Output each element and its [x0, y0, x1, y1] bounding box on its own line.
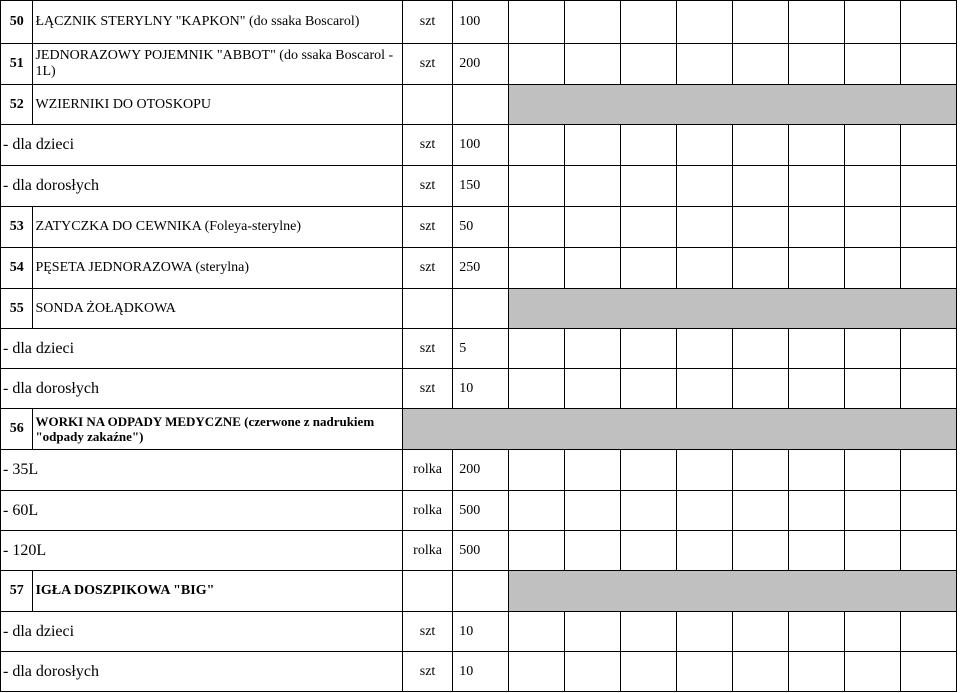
empty-cell — [900, 166, 956, 207]
item-unit: szt — [402, 44, 452, 85]
item-name: WORKI NA ODPADY MEDYCZNE (czerwone z nadrukiem "odpady zakaźne") — [33, 409, 402, 450]
empty-cell — [565, 207, 621, 248]
item-quantity: 5 — [453, 329, 509, 369]
empty-cell — [789, 44, 845, 85]
empty-cell — [509, 125, 565, 166]
empty-cell — [845, 44, 901, 85]
empty-cell — [789, 207, 845, 248]
item-unit: rolka — [402, 450, 452, 491]
empty-cell — [900, 369, 956, 409]
empty-cell — [677, 450, 733, 491]
empty-cell — [789, 248, 845, 289]
empty-cell — [733, 531, 789, 571]
empty-cell — [845, 652, 901, 692]
empty-cell — [900, 329, 956, 369]
empty-cell — [845, 207, 901, 248]
empty-cell — [453, 571, 509, 612]
empty-cell — [845, 125, 901, 166]
empty-cell — [733, 369, 789, 409]
empty-cell — [509, 652, 565, 692]
item-unit: szt — [402, 1, 452, 44]
item-quantity: 100 — [453, 125, 509, 166]
empty-cell — [789, 612, 845, 652]
table-row — [1, 44, 957, 85]
item-quantity: 100 — [453, 1, 509, 44]
empty-cell — [789, 450, 845, 491]
empty-cell — [677, 491, 733, 531]
item-quantity: 10 — [453, 369, 509, 409]
empty-cell — [621, 369, 677, 409]
empty-cell — [509, 450, 565, 491]
item-unit: szt — [402, 207, 452, 248]
empty-cell — [509, 612, 565, 652]
empty-cell — [509, 491, 565, 531]
empty-cell — [621, 329, 677, 369]
item-quantity: 50 — [453, 207, 509, 248]
item-name: ZATYCZKA DO CEWNIKA (Foleya-sterylne) — [33, 207, 402, 248]
empty-cell — [621, 652, 677, 692]
empty-cell — [621, 450, 677, 491]
item-name: JEDNORAZOWY POJEMNIK "ABBOT" (do ssaka Boscarol - 1L) — [33, 44, 402, 85]
item-name: PĘSETA JEDNORAZOWA (sterylna) — [33, 248, 402, 289]
item-unit: szt — [402, 248, 452, 289]
empty-cell — [789, 125, 845, 166]
empty-cell — [565, 491, 621, 531]
empty-cell — [789, 652, 845, 692]
empty-cell — [677, 207, 733, 248]
table-row — [1, 369, 957, 409]
item-name: SONDA ŻOŁĄDKOWA — [33, 289, 402, 329]
gray-fill — [509, 571, 957, 612]
empty-cell — [509, 207, 565, 248]
table-row — [1, 125, 957, 166]
table-row — [1, 207, 957, 248]
item-quantity: 250 — [453, 248, 509, 289]
empty-cell — [789, 369, 845, 409]
sub-item: - 60L — [1, 491, 403, 531]
empty-cell — [621, 248, 677, 289]
table-row — [1, 571, 957, 612]
sub-item: - 120L — [1, 531, 403, 571]
empty-cell — [453, 85, 509, 125]
empty-cell — [565, 369, 621, 409]
row-number: 52 — [1, 85, 33, 125]
empty-cell — [509, 166, 565, 207]
table-row — [1, 248, 957, 289]
empty-cell — [402, 571, 452, 612]
empty-cell — [900, 44, 956, 85]
empty-cell — [509, 531, 565, 571]
empty-cell — [621, 207, 677, 248]
table-row — [1, 1, 957, 44]
row-number: 50 — [1, 1, 33, 44]
table-row — [1, 612, 957, 652]
empty-cell — [565, 248, 621, 289]
row-number: 54 — [1, 248, 33, 289]
empty-cell — [845, 248, 901, 289]
empty-cell — [733, 207, 789, 248]
empty-cell — [565, 450, 621, 491]
gray-fill — [509, 85, 957, 125]
sub-item: - dla dzieci — [1, 329, 403, 369]
item-name: ŁĄCZNIK STERYLNY "KAPKON" (do ssaka Boscarol) — [33, 1, 402, 44]
item-name: IGŁA DOSZPIKOWA "BIG" — [33, 571, 402, 612]
item-quantity: 200 — [453, 44, 509, 85]
empty-cell — [900, 450, 956, 491]
empty-cell — [845, 1, 901, 44]
empty-cell — [509, 369, 565, 409]
empty-cell — [845, 369, 901, 409]
empty-cell — [565, 166, 621, 207]
gray-fill — [509, 289, 957, 329]
empty-cell — [900, 652, 956, 692]
empty-cell — [733, 1, 789, 44]
table-row — [1, 491, 957, 531]
empty-cell — [621, 44, 677, 85]
empty-cell — [900, 531, 956, 571]
empty-cell — [565, 329, 621, 369]
empty-cell — [900, 207, 956, 248]
sub-item: - dla dorosłych — [1, 166, 403, 207]
table-row — [1, 531, 957, 571]
empty-cell — [900, 1, 956, 44]
empty-cell — [733, 612, 789, 652]
item-unit: szt — [402, 369, 452, 409]
empty-cell — [402, 85, 452, 125]
empty-cell — [789, 1, 845, 44]
item-unit: szt — [402, 652, 452, 692]
item-unit: szt — [402, 329, 452, 369]
empty-cell — [900, 612, 956, 652]
table-row — [1, 409, 957, 450]
empty-cell — [677, 369, 733, 409]
empty-cell — [677, 44, 733, 85]
table-row — [1, 166, 957, 207]
empty-cell — [453, 289, 509, 329]
empty-cell — [845, 329, 901, 369]
empty-cell — [621, 612, 677, 652]
table-row — [1, 450, 957, 491]
item-name: WZIERNIKI DO OTOSKOPU — [33, 85, 402, 125]
empty-cell — [789, 491, 845, 531]
empty-cell — [845, 531, 901, 571]
row-number: 56 — [1, 409, 33, 450]
empty-cell — [509, 329, 565, 369]
row-number: 57 — [1, 571, 33, 612]
empty-cell — [733, 491, 789, 531]
empty-cell — [565, 652, 621, 692]
item-quantity: 500 — [453, 491, 509, 531]
item-quantity: 500 — [453, 531, 509, 571]
empty-cell — [621, 1, 677, 44]
empty-cell — [677, 612, 733, 652]
empty-cell — [733, 166, 789, 207]
empty-cell — [845, 491, 901, 531]
row-number: 55 — [1, 289, 33, 329]
item-unit: rolka — [402, 531, 452, 571]
empty-cell — [733, 125, 789, 166]
empty-cell — [733, 450, 789, 491]
table-row — [1, 329, 957, 369]
empty-cell — [565, 531, 621, 571]
empty-cell — [621, 166, 677, 207]
item-quantity: 10 — [453, 612, 509, 652]
empty-cell — [565, 612, 621, 652]
table-row — [1, 652, 957, 692]
item-quantity: 150 — [453, 166, 509, 207]
empty-cell — [733, 44, 789, 85]
sub-item: - dla dzieci — [1, 125, 403, 166]
empty-cell — [900, 125, 956, 166]
empty-cell — [845, 612, 901, 652]
gray-fill — [402, 409, 956, 450]
sub-item: - dla dzieci — [1, 612, 403, 652]
table-row — [1, 289, 957, 329]
empty-cell — [565, 44, 621, 85]
empty-cell — [509, 1, 565, 44]
table-row — [1, 85, 957, 125]
empty-cell — [677, 1, 733, 44]
empty-cell — [789, 166, 845, 207]
item-quantity: 200 — [453, 450, 509, 491]
empty-cell — [900, 491, 956, 531]
empty-cell — [621, 491, 677, 531]
item-quantity: 10 — [453, 652, 509, 692]
empty-cell — [677, 652, 733, 692]
empty-cell — [677, 329, 733, 369]
row-number: 51 — [1, 44, 33, 85]
empty-cell — [621, 125, 677, 166]
row-number: 53 — [1, 207, 33, 248]
sub-item: - dla dorosłych — [1, 369, 403, 409]
empty-cell — [509, 248, 565, 289]
item-unit: szt — [402, 612, 452, 652]
item-unit: szt — [402, 166, 452, 207]
empty-cell — [509, 44, 565, 85]
empty-cell — [677, 531, 733, 571]
sub-item: - dla dorosłych — [1, 652, 403, 692]
empty-cell — [789, 329, 845, 369]
sub-item: - 35L — [1, 450, 403, 491]
empty-cell — [677, 248, 733, 289]
empty-cell — [900, 248, 956, 289]
empty-cell — [565, 125, 621, 166]
empty-cell — [845, 166, 901, 207]
item-unit: rolka — [402, 491, 452, 531]
empty-cell — [402, 289, 452, 329]
empty-cell — [789, 531, 845, 571]
empty-cell — [621, 531, 677, 571]
empty-cell — [845, 450, 901, 491]
item-unit: szt — [402, 125, 452, 166]
empty-cell — [677, 166, 733, 207]
empty-cell — [733, 248, 789, 289]
empty-cell — [677, 125, 733, 166]
empty-cell — [733, 652, 789, 692]
empty-cell — [565, 1, 621, 44]
empty-cell — [733, 329, 789, 369]
